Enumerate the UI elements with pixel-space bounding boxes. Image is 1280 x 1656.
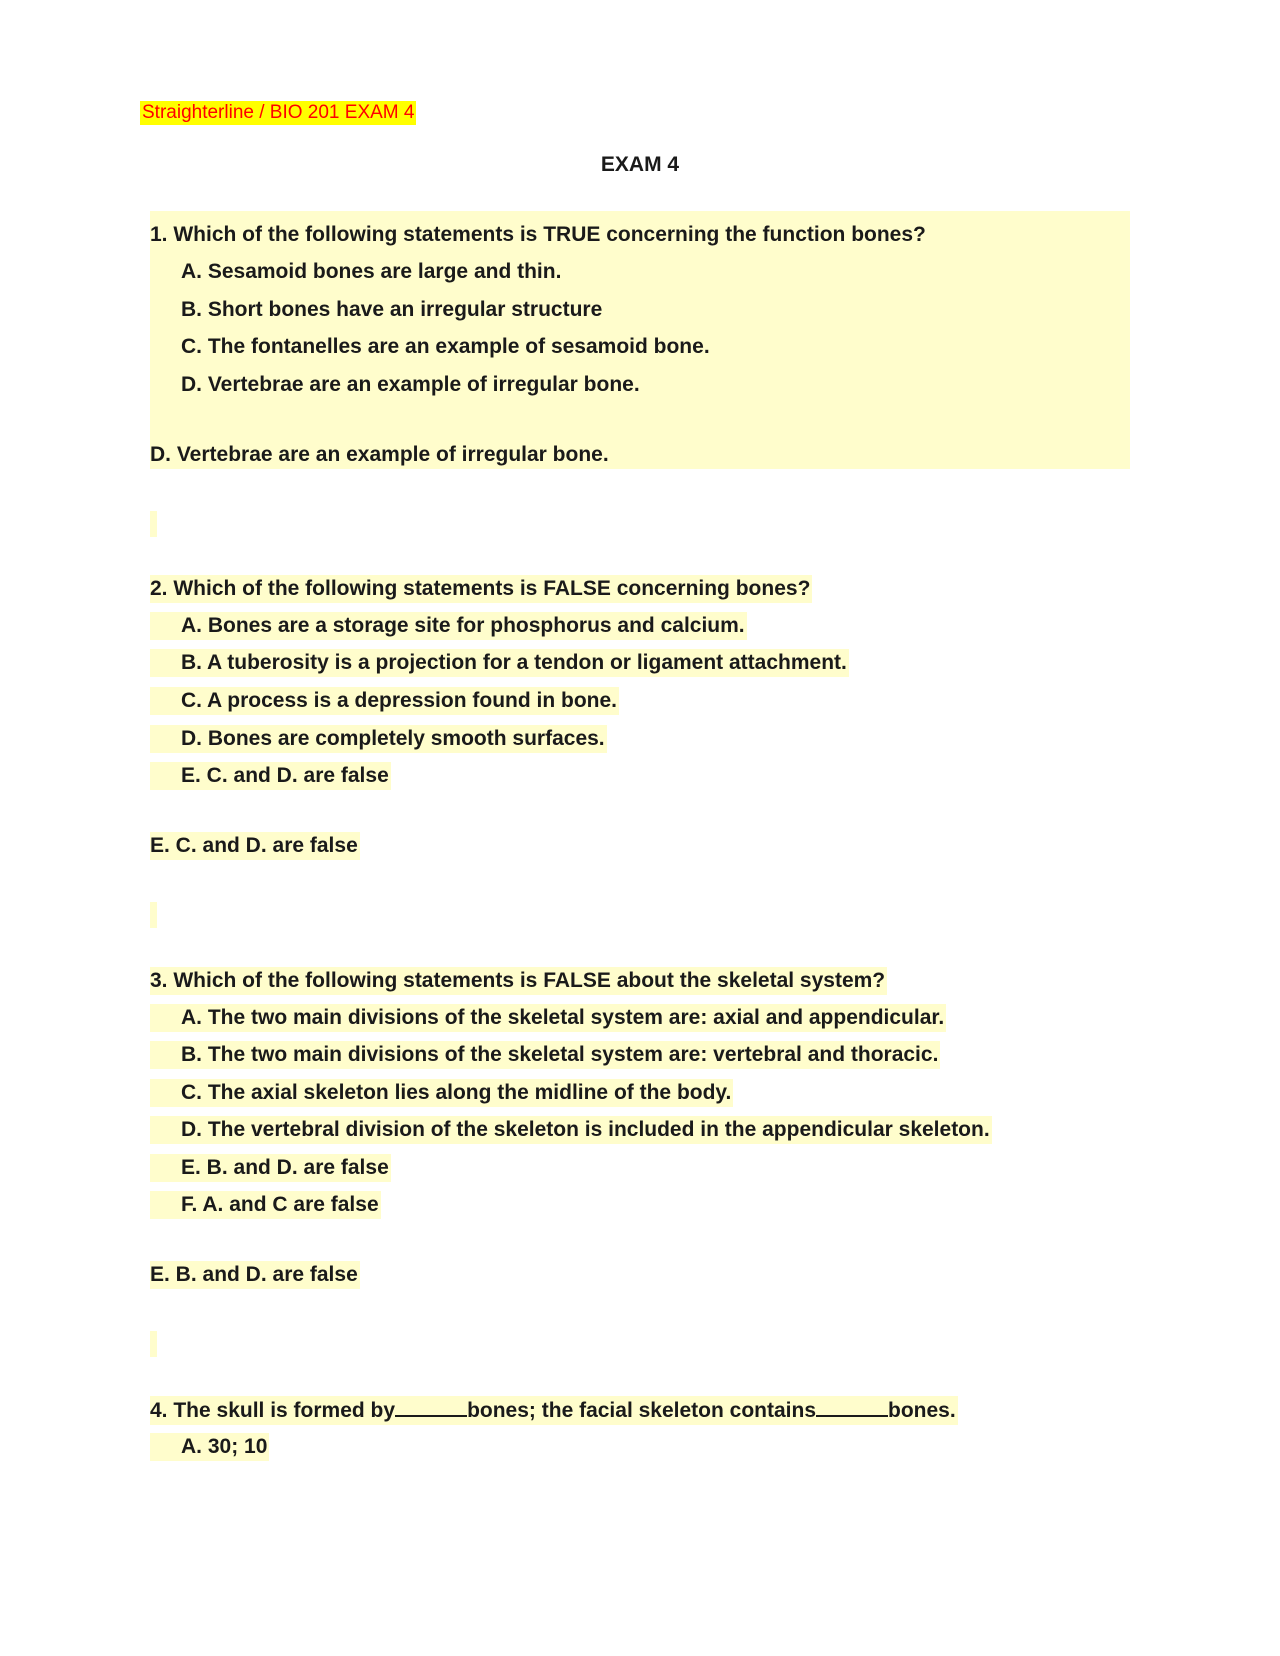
question-3-option-d: D. The vertebral division of the skeleton is included in the appendicular skeleton. — [150, 1116, 992, 1144]
question-3-option-e: E. B. and D. are false — [150, 1154, 391, 1182]
header-tag: Straighterline / BIO 201 EXAM 4 — [142, 102, 415, 123]
question-3-answer: E. B. and D. are false — [150, 1261, 360, 1289]
question-1-text: 1. Which of the following statements is TRUE concerning the function bones? — [150, 223, 926, 246]
question-1-answer: D. Vertebrae are an example of irregular bone. — [150, 443, 609, 466]
question-4-text-part-1: 4. The skull is formed by — [150, 1399, 396, 1422]
question-4-text-part-2: bones; the facial skeleton contains — [467, 1399, 816, 1422]
question-2-option-b: B. A tuberosity is a projection for a tendon or ligament attachment. — [150, 649, 849, 677]
question-3-option-f: F. A. and C are false — [150, 1191, 381, 1219]
question-2-option-d: D. Bones are completely smooth surfaces. — [150, 725, 607, 753]
question-4-text-part-3: bones. — [888, 1399, 956, 1422]
answer-blank — [395, 1396, 467, 1417]
question-1-option-a: A. Sesamoid bones are large and thin. — [181, 260, 562, 283]
page-title: EXAM 4 — [600, 153, 680, 176]
question-4-text — [150, 1396, 958, 1425]
question-2-answer: E. C. and D. are false — [150, 832, 360, 860]
separator-mark — [150, 511, 157, 537]
question-1-option-c: C. The fontanelles are an example of sesamoid bone. — [181, 335, 710, 358]
question-3-option-c: C. The axial skeleton lies along the midline of the body. — [150, 1079, 733, 1107]
question-1-option-d: D. Vertebrae are an example of irregular bone. — [181, 373, 640, 396]
question-3-option-b: B. The two main divisions of the skeletal system are: vertebral and thoracic. — [150, 1041, 940, 1069]
question-3-text: 3. Which of the following statements is FALSE about the skeletal system? — [150, 967, 887, 995]
question-2-option-c: C. A process is a depression found in bone. — [150, 687, 619, 715]
answer-blank — [816, 1396, 888, 1417]
question-3-option-a: A. The two main divisions of the skeletal system are: axial and appendicular. — [150, 1004, 946, 1032]
question-4-option-a: A. 30; 10 — [150, 1433, 269, 1461]
separator-mark — [150, 902, 157, 928]
question-1-option-b: B. Short bones have an irregular structure — [181, 298, 603, 321]
question-2-option-e: E. C. and D. are false — [150, 762, 391, 790]
separator-mark — [150, 1331, 157, 1357]
question-2-option-a: A. Bones are a storage site for phosphorus and calcium. — [150, 612, 747, 640]
question-2-text: 2. Which of the following statements is FALSE concerning bones? — [150, 575, 812, 603]
